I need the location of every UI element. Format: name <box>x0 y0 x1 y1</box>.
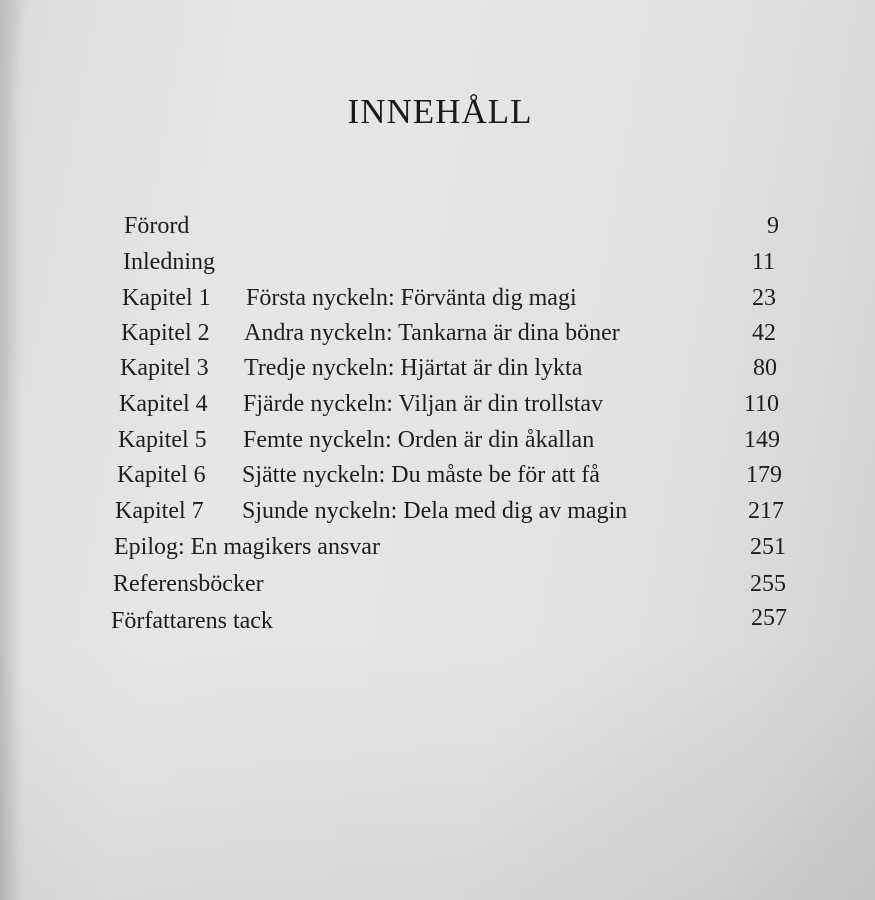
toc-entry-label: Kapitel 4 <box>119 391 208 417</box>
toc-entry-label: Förord <box>124 213 190 239</box>
toc-entry-page: 9 <box>767 213 779 239</box>
toc-entry-title: Sjunde nyckeln: Dela med dig av magin <box>242 498 628 524</box>
toc-entry-page: 110 <box>743 391 779 417</box>
toc-entry-label: Kapitel 3 <box>120 355 209 381</box>
toc-entry-page: 257 <box>751 605 787 631</box>
toc-entry-page: 179 <box>746 462 782 488</box>
toc-entry-label: Kapitel 2 <box>121 320 210 346</box>
toc-entry-label: Författarens tack <box>111 608 273 634</box>
toc-entry-title: Andra nyckeln: Tankarna är dina böner <box>244 320 620 346</box>
page-shade <box>0 640 875 900</box>
toc-entry-page: 217 <box>748 498 784 524</box>
toc-entry-label: Kapitel 6 <box>117 462 206 488</box>
toc-entry-title: Första nyckeln: Förvänta dig magi <box>246 285 577 311</box>
toc-entry-label: Kapitel 1 <box>122 285 211 311</box>
toc-entry-page: 23 <box>752 285 776 311</box>
toc-entry-label: Kapitel 5 <box>118 427 207 453</box>
toc-entry-label: Inledning <box>123 249 215 275</box>
toc-entry-title: Femte nyckeln: Orden är din åkallan <box>243 427 595 453</box>
toc-entry-page: 255 <box>750 571 786 597</box>
toc-entry-page: 11 <box>751 249 775 275</box>
toc-entry-page: 80 <box>753 355 777 381</box>
toc-entry-page: 251 <box>750 534 786 560</box>
toc-entry-title: Tredje nyckeln: Hjärtat är din lykta <box>244 355 583 381</box>
toc-entry-title: Fjärde nyckeln: Viljan är din trollstav <box>243 391 604 417</box>
toc-entry-label: Referensböcker <box>113 571 264 597</box>
toc-entry-page: 42 <box>752 320 776 346</box>
toc-entry-label: Kapitel 7 <box>115 498 204 524</box>
toc-entry-label: Epilog: En magikers ansvar <box>114 534 380 560</box>
toc-entry-title: Sjätte nyckeln: Du måste be för att få <box>242 462 600 488</box>
page-title: INNEHÅLL <box>347 92 533 131</box>
toc-entry-page: 149 <box>744 427 780 453</box>
